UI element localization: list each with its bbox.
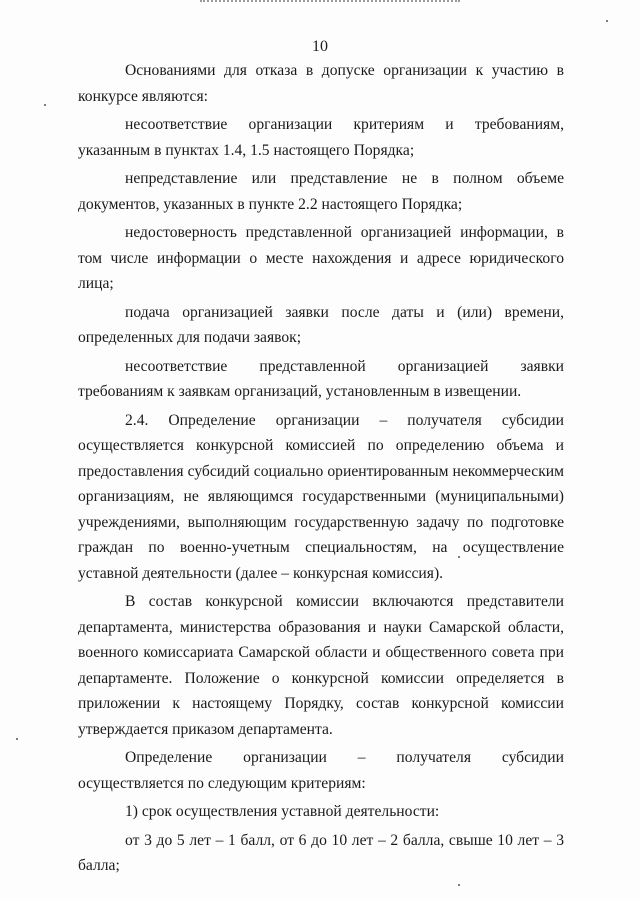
paragraph-criterion-1: 1) срок осуществления уставной деятельности: xyxy=(125,803,440,820)
paragraph-refusal-grounds: Основаниями для отказа в допуске организации к участию в конкурсе являются: xyxy=(78,62,564,105)
paragraph-selection-criteria: Определение организации – получателя субсидии осуществляется по следующим критериям: xyxy=(78,749,564,792)
scan-edge-line xyxy=(200,0,460,4)
paragraph-requirements-mismatch: несоответствие представленной организацией заявки требованиям к заявкам организаций, установленным в извещении. xyxy=(78,357,564,400)
document-body xyxy=(78,58,564,879)
paragraph-commission-composition: В состав конкурсной комиссии включаются представители департамента, министерства образования и науки Самарской области, военного комиссариата Самарской области и общественного совета при департаменте. Положение о конкурсной комиссии определяется в приложении к настоящему Порядку, состав конкурсной комиссии утверждается приказом департамента. xyxy=(78,593,564,738)
paragraph-late-application: подача организацией заявки после даты и (или) времени, определенных для подачи заявок; xyxy=(78,303,564,346)
paragraph-criterion-1-points: от 3 до 5 лет – 1 балл, от 6 до 10 лет – 2 балла, свыше 10 лет – 3 балла; xyxy=(78,831,564,874)
paragraph-criteria-mismatch: несоответствие организации критериям и требованиям, указанным в пунктах 1.4, 1.5 настоящего Порядка; xyxy=(78,116,564,159)
paragraph-false-information: недостоверность представленной организацией информации, в том числе информации о месте нахождения и адресе юридического лица; xyxy=(78,224,564,292)
scan-speck xyxy=(458,556,460,558)
paragraph-section-2-4: 2.4. Определение организации – получателя субсидии осуществляется конкурсной комиссией по определению объема и предоставления субсидий социально ориентированным некоммерческим организациям, не являющимся государственными (муниципальными) учреждениями, выполняющим государственную задачу по подготовке граждан по военно-учетным специальностям, на осуществление уставной деятельности (далее – конкурсная комиссия). xyxy=(78,411,564,582)
scan-speck xyxy=(606,20,608,22)
scan-speck xyxy=(458,884,460,886)
scan-speck xyxy=(44,104,46,106)
paragraph-documents-missing: непредставление или представление не в полном объеме документов, указанных в пункте 2.2 настоящего Порядка; xyxy=(78,170,564,213)
scan-speck xyxy=(16,738,18,740)
page-number: 10 xyxy=(312,38,328,55)
